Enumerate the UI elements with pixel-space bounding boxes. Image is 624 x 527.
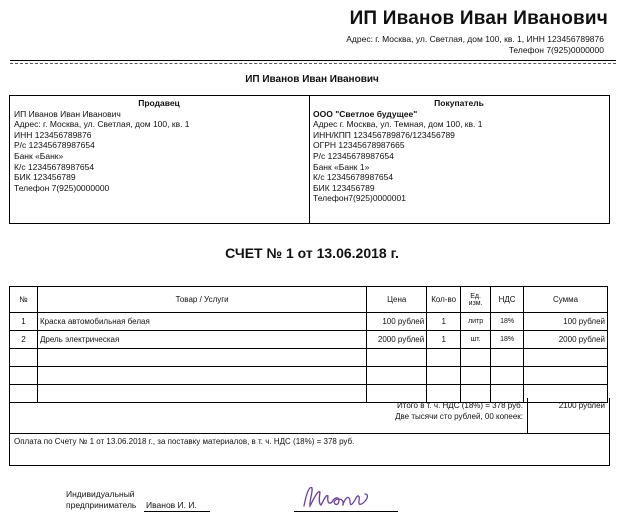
signer-role-line1: Индивидуальный [66,489,135,499]
table-row [10,313,608,331]
company-phone: Телефон 7(925)0000000 [508,45,604,55]
payment-purpose: Оплата по Счету № 1 от 13.06.2018 г., за поставку материалов, в т. ч. НДС (18%) = 378 руб. [14,437,355,446]
row-goods: Дрель электрическая [37,331,366,349]
company-name-heading: ИП Иванов Иван Иванович [349,8,608,29]
total-vat-line: Итого в т. ч. НДС (18%) = 378 руб. [397,401,523,410]
buyer-caption: Покупатель [434,98,484,108]
buyer-ogrn: ОГРН 12345678987665 [313,140,405,151]
totals-divider [527,398,528,433]
seller-caption: Продавец [138,98,180,108]
row-num: 2 [10,331,38,349]
signer-name: Иванов И. И. [146,500,197,510]
buyer-name: ООО "Светлое будущее" [313,108,418,119]
buyer-bik: БИК 123456789 [313,182,375,193]
parties-divider [309,96,310,223]
total-sum: 2100 рублей [558,401,605,410]
col-header-num: № [10,287,38,313]
organization-title: ИП Иванов Иван Иванович [245,74,379,85]
seller-block [14,98,304,193]
seller-corr-account: К/с 12345678987654 [14,161,95,172]
signer-role [66,489,136,511]
buyer-block [313,98,605,204]
seller-account: Р/с 12345678987654 [14,140,95,151]
items-table [9,286,608,403]
buyer-corr-account: К/с 12345678987654 [313,172,394,183]
row-sum: 2000 рублей [524,331,608,349]
header-rule-dashed [10,63,616,64]
invoice-title: СЧЕТ № 1 от 13.06.2018 г. [225,245,399,261]
col-header-vat: НДС [491,287,524,313]
col-header-qty: Кол-во [427,287,461,313]
row-price: 100 рублей [367,313,427,331]
row-qty: 1 [427,313,461,331]
row-vat: 18% [491,313,524,331]
seller-address: Адрес: г. Москва, ул. Светлая, дом 100, кв. 1 [14,119,190,130]
payment-purpose-box [9,433,610,466]
col-header-unit: Ед. изм. [461,287,491,313]
row-qty: 1 [427,331,461,349]
table-row-empty [10,349,608,367]
row-vat: 18% [491,331,524,349]
company-address: Адрес: г. Москва, ул. Светлая, дом 100, кв. 1, ИНН 123456789876 [346,34,604,44]
row-price: 2000 рублей [367,331,427,349]
signature-stroke [304,488,367,506]
table-row-empty [10,367,608,385]
seller-inn: ИНН 123456789876 [14,129,92,140]
row-goods: Краска автомобильная белая [37,313,366,331]
signer-role-line2: предприниматель [66,500,137,510]
buyer-phone: Телефон7(925)0000001 [313,193,406,204]
col-header-sum: Сумма [524,287,608,313]
row-num: 1 [10,313,38,331]
seller-bik: БИК 123456789 [14,172,76,183]
buyer-inn-kpp: ИНН/КПП 123456789876/123456789 [313,129,455,140]
buyer-bank: Банк «Банк 1» [313,161,370,172]
buyer-address: Адрес г. Москва, ул. Темная, дом 100, кв. 1 [313,119,483,130]
seller-name: ИП Иванов Иван Иванович [14,108,121,119]
seller-bank: Банк «Банк» [14,150,64,161]
seller-phone: Телефон 7(925)0000000 [14,182,110,193]
row-unit: шт. [461,331,491,349]
row-unit: литр [461,313,491,331]
row-sum: 100 рублей [524,313,608,331]
header-rule [10,60,616,61]
signer-name-line [144,511,210,512]
col-header-price: Цена [367,287,427,313]
totals-block [9,398,610,434]
table-header-row [10,287,608,313]
parties-box [9,95,610,224]
table-row [10,331,608,349]
total-in-words: Две тысячи сто рублей, 00 копеек: [395,412,523,421]
handwritten-signature [298,480,378,514]
col-header-goods: Товар / Услуги [37,287,366,313]
buyer-account: Р/с 12345678987654 [313,150,394,161]
